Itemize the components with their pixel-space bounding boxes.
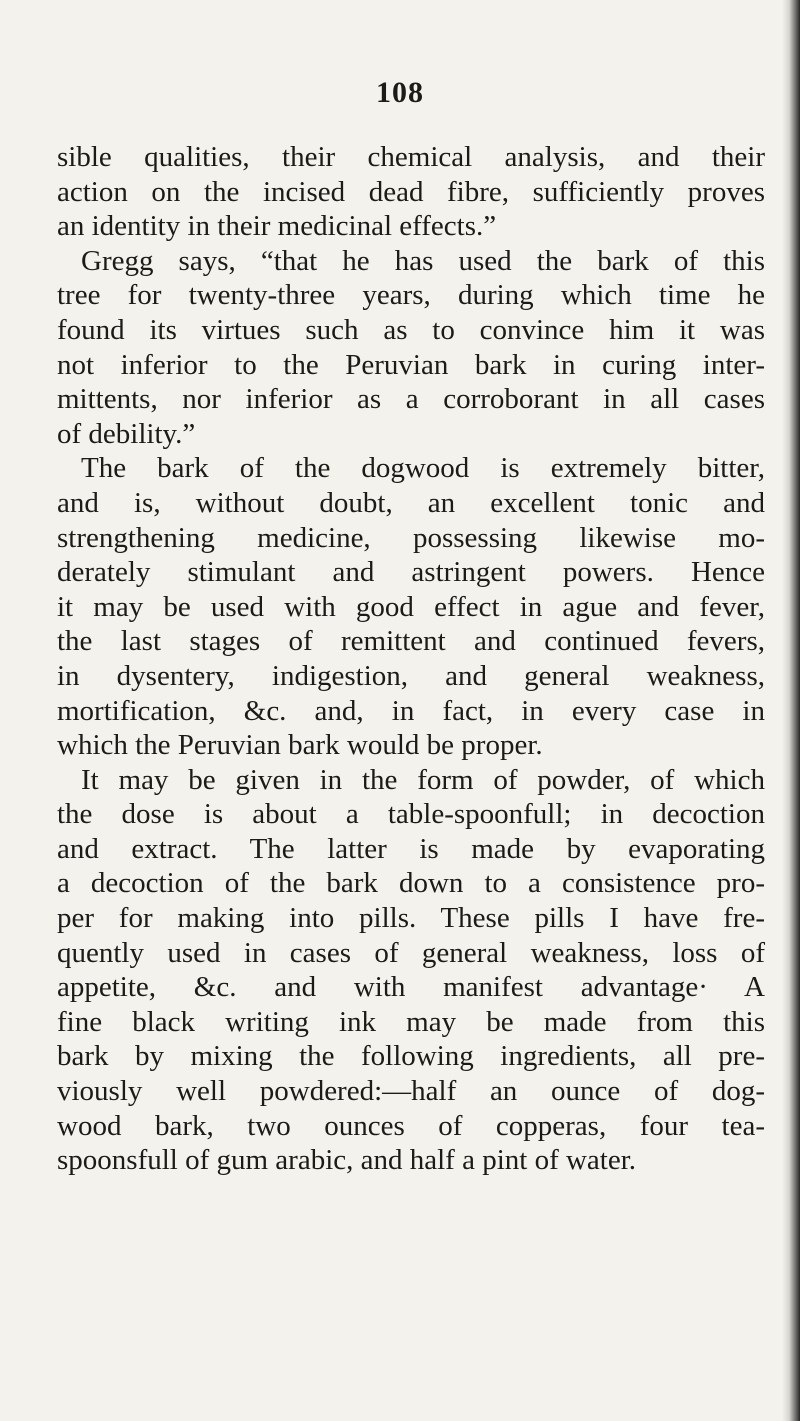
text-line: The bark of the dogwood is extremely bitter, — [81, 452, 765, 485]
text-line: appetite, &c. and with manifest advantage· A — [57, 971, 765, 1004]
text-line: per for making into pills. These pills I have fre- — [57, 902, 765, 935]
text-line: a decoction of the bark down to a consistence pro- — [57, 867, 765, 900]
text-line: Gregg says, “that he has used the bark of this — [81, 244, 765, 277]
text-line: the last stages of remittent and continued fevers, — [57, 625, 765, 658]
text-line: an identity in their medicinal effects.” — [57, 210, 497, 243]
text-line: in dysentery, indigestion, and general weakness, — [57, 659, 765, 692]
text-line: action on the incised dead fibre, sufficiently proves — [57, 175, 765, 208]
text-line: fine black writing ink may be made from this — [57, 1005, 765, 1038]
text-line: derately stimulant and astringent powers. Hence — [57, 556, 765, 589]
text-line: the dose is about a table-spoonfull; in decoction — [57, 798, 765, 831]
text-line: not inferior to the Peruvian bark in curing inter- — [57, 348, 765, 381]
text-line: it may be used with good effect in ague and fever, — [57, 590, 765, 623]
page-number: 108 — [376, 76, 424, 109]
text-line: and extract. The latter is made by evaporating — [57, 832, 765, 865]
page-gutter-shadow — [782, 0, 800, 1421]
text-line: of debility.” — [57, 417, 196, 450]
text-line: quently used in cases of general weakness, loss of — [57, 936, 765, 969]
text-line: which the Peruvian bark would be proper. — [57, 729, 543, 762]
text-line: spoonsfull of gum arabic, and half a pint of water. — [57, 1144, 637, 1177]
text-line: wood bark, two ounces of copperas, four tea- — [57, 1109, 765, 1142]
text-line: It may be given in the form of powder, of which — [81, 763, 765, 796]
text-line: mortification, &c. and, in fact, in every case in — [57, 694, 765, 727]
text-line: found its virtues such as to convince him it was — [57, 313, 765, 346]
text-line: tree for twenty-three years, during which time he — [57, 279, 765, 312]
text-line: strengthening medicine, possessing likewise mo- — [57, 521, 765, 554]
text-line: sible qualities, their chemical analysis, and their — [57, 141, 765, 173]
text-line: bark by mixing the following ingredients, all pre- — [57, 1040, 765, 1073]
text-line: mittents, nor inferior as a corroborant in all cases — [57, 383, 765, 416]
text-line: viously well powdered:—half an ounce of dog- — [57, 1075, 765, 1108]
body-text — [57, 140, 765, 1178]
text-line: and is, without doubt, an excellent tonic and — [57, 486, 765, 519]
